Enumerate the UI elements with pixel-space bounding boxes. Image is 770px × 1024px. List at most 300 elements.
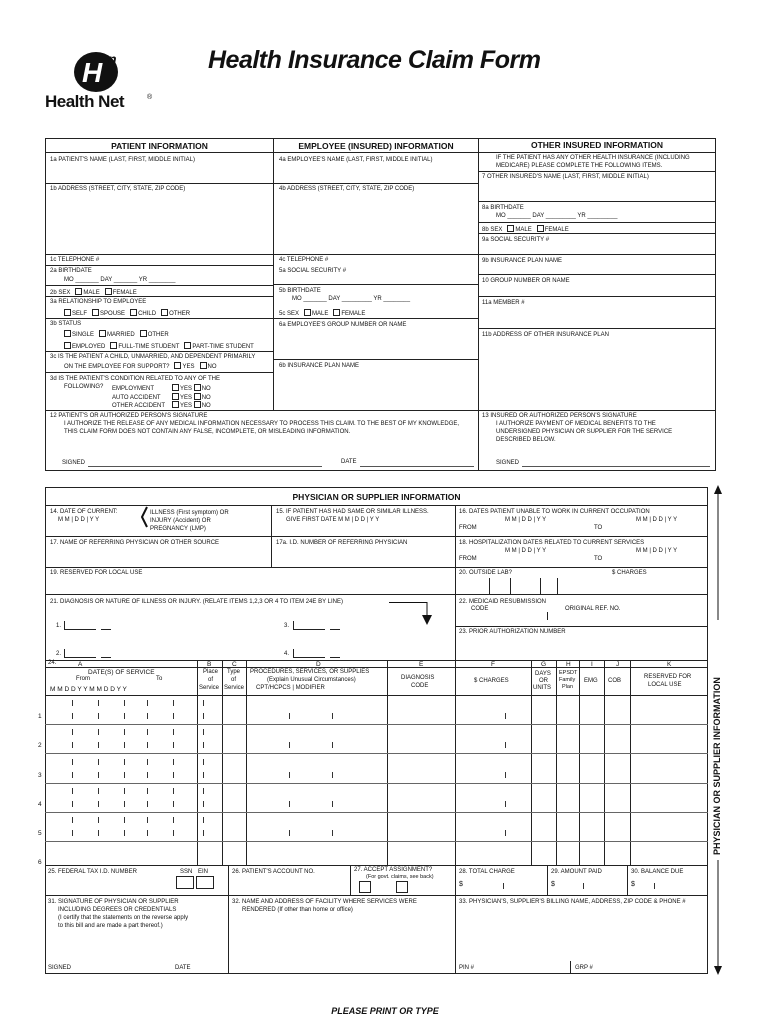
field-2a-label: 2a BIRTHDATE — [50, 268, 92, 274]
field-24-label: 24. — [48, 660, 57, 666]
employment-status-options — [64, 342, 254, 351]
date-tick — [173, 788, 174, 794]
column-letter: B — [207, 661, 212, 668]
field-3c-text: ON THE EMPLOYEE FOR SUPPORT? — [64, 364, 170, 370]
other-note-2: MEDICARE) PLEASE COMPLETE THE FOLLOWING ITEMS. — [496, 163, 663, 169]
auto-yes-checkbox[interactable] — [172, 393, 179, 400]
other-female-label: FEMALE — [544, 227, 569, 233]
to-label: To — [156, 676, 163, 682]
date-tick — [173, 772, 174, 778]
reserved-label-2: LOCAL USE — [648, 682, 682, 688]
field-33-label: 33. PHYSICIAN'S, SUPPLIER'S BILLING NAME, ADDRESS, ZIP CODE & PHONE # — [459, 899, 686, 905]
date-tick — [124, 817, 125, 823]
dates-of-service-label: DATE(S) OF SERVICE — [88, 669, 155, 676]
service-line-row[interactable] — [45, 695, 708, 724]
sex-label: 2b SEX — [50, 290, 71, 296]
employee-female-label: FEMALE — [341, 311, 366, 317]
ssn-label: SSN — [180, 869, 193, 875]
ft-student-label: FULL-TIME STUDENT — [118, 344, 180, 350]
service-line-separator — [45, 841, 708, 842]
date-tick — [203, 700, 204, 706]
date-tick — [203, 713, 204, 719]
place-label-1: Place — [203, 669, 219, 675]
other-accident-row — [112, 401, 211, 410]
patient-signed-label: SIGNED — [62, 460, 86, 466]
employment-yes-checkbox[interactable] — [172, 384, 179, 391]
date-tick — [147, 700, 148, 706]
logo-mark-icon — [72, 48, 124, 94]
date-tick — [72, 700, 73, 706]
date-tick — [72, 788, 73, 794]
dependent-no-label: NO — [207, 364, 217, 370]
field-18-from: FROM — [459, 556, 477, 562]
date-tick — [203, 801, 204, 807]
field-6a-label: 6a EMPLOYEE'S GROUP NUMBER OR NAME — [279, 322, 407, 328]
svg-text:n: n — [108, 51, 117, 67]
date-tick — [124, 729, 125, 735]
bracket-icon — [141, 506, 148, 528]
column-letter: F — [491, 661, 495, 668]
date-tick — [173, 700, 174, 706]
epsdt-label-1: EPSDT — [559, 670, 578, 676]
other-acc-no-checkbox[interactable] — [194, 401, 201, 408]
other-accident-label: OTHER ACCIDENT — [112, 403, 166, 409]
line-number: 1 — [38, 713, 42, 720]
diagnosis-1-label: 1. — [56, 623, 62, 629]
auto-accident-label: AUTO ACCIDENT — [112, 395, 161, 401]
line-number: 2 — [38, 742, 42, 749]
field-31-text-3: to this bill and are made a part thereof.) — [58, 923, 163, 929]
married-label: MARRIED — [107, 332, 135, 338]
date-tick — [147, 772, 148, 778]
type-label-2: of — [231, 677, 237, 683]
illness-option: ILLNESS (First symptom) OR — [150, 510, 229, 516]
female-label: FEMALE — [112, 290, 137, 296]
date-tick — [173, 729, 174, 735]
field-13-text-1: I AUTHORIZE PAYMENT OF MEDICAL BENEFITS TO THE — [496, 421, 656, 427]
field-18-from-date[interactable]: M M | D D | Y Y — [505, 548, 547, 554]
field-1b-label: 1b ADDRESS (STREET, CITY, STATE, ZIP CODE) — [50, 186, 186, 192]
spouse-checkbox[interactable] — [92, 309, 99, 316]
date-tick — [98, 713, 99, 719]
date-tick — [203, 772, 204, 778]
field-3b-label: 3b STATUS — [50, 321, 82, 327]
field-3d-label: 3d IS THE PATIENT'S CONDITION RELATED TO ANY OF THE — [50, 376, 220, 382]
line-number: 3 — [38, 772, 42, 779]
place-label-3: Service — [199, 685, 220, 691]
footer-note: PLEASE PRINT OR TYPE — [331, 1006, 439, 1016]
field-17a-label: 17a. I.D. NUMBER OF REFERRING PHYSICIAN — [276, 540, 408, 546]
field-13-label: 13 INSURED OR AUTHORIZED PERSON'S SIGNATURE — [482, 413, 637, 419]
other-male-label: MALE — [515, 227, 532, 233]
spouse-label: SPOUSE — [100, 311, 126, 317]
field-tick — [505, 742, 506, 748]
date-tick — [98, 742, 99, 748]
field-22-code: CODE — [471, 606, 489, 612]
other-female-checkbox[interactable] — [537, 225, 544, 232]
other-acc-no-label: NO — [201, 403, 211, 409]
reserved-label-1: RESERVED FOR — [644, 674, 692, 680]
days-label-2: OR — [539, 678, 548, 684]
date-tick — [124, 772, 125, 778]
other-insured-heading: OTHER INSURED INFORMATION — [530, 140, 664, 150]
field-20-charges: $ CHARGES — [612, 570, 647, 576]
field-22-ref: ORIGINAL REF. NO. — [565, 606, 621, 612]
date-tick — [147, 729, 148, 735]
employment-no-label: NO — [201, 386, 211, 392]
field-16-label: 16. DATES PATIENT UNABLE TO WORK IN CURRENT OCCUPATION — [459, 509, 650, 515]
field-tick — [289, 742, 290, 748]
child-checkbox[interactable] — [130, 309, 137, 316]
service-line-row[interactable] — [45, 812, 708, 841]
field-5a-label: 5a SOCIAL SECURITY # — [279, 268, 347, 274]
dependent-no-checkbox[interactable] — [200, 362, 207, 369]
type-label-3: Service — [224, 685, 245, 691]
brand-name: Health Net — [45, 92, 125, 111]
employed-checkbox[interactable] — [64, 342, 71, 349]
date-tick — [72, 801, 73, 807]
status-options — [64, 330, 169, 339]
pregnancy-option: PREGNANCY (LMP) — [150, 526, 206, 532]
field-28-label: 28. TOTAL CHARGE — [459, 869, 515, 875]
other-sex-label: 8b SEX — [482, 227, 503, 233]
female-checkbox[interactable] — [105, 288, 112, 295]
days-label-3: UNITS — [533, 685, 551, 691]
accept-yes-box[interactable] — [359, 881, 371, 893]
column-letter: D — [316, 661, 321, 668]
pt-student-checkbox[interactable] — [184, 342, 191, 349]
date-tick — [72, 759, 73, 765]
single-label: SINGLE — [72, 332, 95, 338]
date-tick — [124, 788, 125, 794]
column-letter: J — [616, 661, 620, 668]
auto-no-label: NO — [201, 395, 211, 401]
side-vertical-label: PHYSICIAN OR SUPPLIER INFORMATION — [712, 677, 722, 855]
date-tick — [98, 700, 99, 706]
other-acc-yes-label: YES — [180, 403, 193, 409]
date-tick — [173, 759, 174, 765]
date-tick — [98, 759, 99, 765]
proc-label-1: PROCEDURES, SERVICES, OR SUPPLIES — [250, 669, 370, 675]
field-4c-label: 4c TELEPHONE # — [279, 257, 329, 263]
column-letter: C — [232, 661, 237, 668]
field-15-label: 15. IF PATIENT HAS HAD SAME OR SIMILAR ILLNESS. — [276, 509, 429, 515]
employee-sex-label: 5c SEX — [279, 311, 300, 317]
date-tick — [98, 830, 99, 836]
ssn-box[interactable] — [176, 876, 194, 889]
line-number: 5 — [38, 830, 42, 837]
field-20-label: 20. OUTSIDE LAB? — [459, 570, 513, 576]
date-tick — [173, 830, 174, 836]
field-10-label: 10 GROUP NUMBER OR NAME — [482, 278, 570, 284]
field-16-from-date[interactable]: M M | D D | Y Y — [505, 517, 547, 523]
employment-no-checkbox[interactable] — [194, 384, 201, 391]
diagnosis-4-label: 4. — [284, 651, 290, 657]
physician-date-label: DATE — [175, 965, 191, 971]
date-tick — [203, 830, 204, 836]
diag-code-label-1: DIAGNOSIS — [401, 675, 435, 681]
field-9b-label: 9b INSURANCE PLAN NAME — [482, 258, 563, 264]
employee-address-field[interactable] — [279, 195, 474, 253]
auto-no-checkbox[interactable] — [194, 393, 201, 400]
employee-plan-field[interactable] — [279, 372, 474, 408]
employee-male-checkbox[interactable] — [304, 309, 311, 316]
field-17-label: 17. NAME OF REFERRING PHYSICIAN OR OTHER SOURCE — [50, 540, 220, 546]
field-tick — [289, 830, 290, 836]
patient-date-label: DATE — [341, 459, 357, 465]
field-18-to-date[interactable]: M M | D D | Y Y — [636, 548, 678, 554]
employment-yes-label: YES — [180, 386, 193, 392]
date-tick — [124, 801, 125, 807]
from-label: From — [76, 676, 90, 682]
field-19-label: 19. RESERVED FOR LOCAL USE — [50, 570, 143, 576]
field-11a-label: 11a MEMBER # — [482, 300, 525, 306]
male-label: MALE — [83, 290, 100, 296]
male-checkbox[interactable] — [75, 288, 82, 295]
field-32-text: RENDERED (If other than home or office) — [242, 907, 353, 913]
relationship-options — [64, 309, 190, 318]
insured-signature-line[interactable] — [522, 466, 710, 467]
single-checkbox[interactable] — [64, 330, 71, 337]
date-tick — [173, 742, 174, 748]
date-tick — [72, 772, 73, 778]
date-tick — [124, 700, 125, 706]
field-4a-label: 4a EMPLOYEE'S NAME (LAST, FIRST, MIDDLE INITIAL) — [279, 157, 433, 163]
field-tick — [332, 742, 333, 748]
column-letter: A — [78, 661, 83, 668]
employed-label: EMPLOYED — [72, 344, 106, 350]
arrow-down-icon — [421, 602, 433, 626]
physician-signed-label: SIGNED — [48, 965, 72, 971]
other-male-checkbox[interactable] — [507, 225, 514, 232]
field-21-label: 21. DIAGNOSIS OR NATURE OF ILLNESS OR INJURY. (RELATE ITEMS 1,2,3 OR 4 TO ITEM 24E BY LINE) — [50, 599, 343, 605]
column-letter: K — [667, 661, 672, 668]
field-23-label: 23. PRIOR AUTHORIZATION NUMBER — [459, 629, 566, 635]
field-27-label: 27. ACCEPT ASSIGNMENT? — [354, 867, 433, 873]
date-tick — [72, 742, 73, 748]
other-birthdate-input[interactable]: MO _______ DAY _________ YR _________ — [496, 213, 618, 219]
field-11b-label: 11b ADDRESS OF OTHER INSURANCE PLAN — [482, 332, 609, 338]
date-tick — [98, 801, 99, 807]
pin-label: PIN # — [459, 965, 475, 971]
field-25-label: 25. FEDERAL TAX I.D. NUMBER — [48, 869, 137, 875]
field-16-from: FROM — [459, 525, 477, 531]
field-31-label: 31. SIGNATURE OF PHYSICIAN OR SUPPLIER — [48, 899, 179, 905]
accept-no-box[interactable] — [396, 881, 408, 893]
insured-signed-label: SIGNED — [496, 460, 520, 466]
paid-dollar: $ — [551, 881, 555, 888]
date-tick — [203, 759, 204, 765]
date-tick — [147, 759, 148, 765]
field-tick — [332, 772, 333, 778]
charges-label: $ CHARGES — [474, 678, 509, 684]
self-label: SELF — [72, 311, 88, 317]
patient-signature-line[interactable] — [88, 466, 322, 467]
employee-sex-row — [279, 309, 365, 318]
date-tick — [98, 788, 99, 794]
field-31-text-2: (I certify that the statements on the reverse apply — [58, 915, 189, 921]
other-acc-yes-checkbox[interactable] — [172, 401, 179, 408]
date-tick — [98, 772, 99, 778]
employee-male-label: MALE — [312, 311, 329, 317]
svg-text:H: H — [82, 57, 103, 88]
field-tick — [332, 713, 333, 719]
date-tick — [173, 713, 174, 719]
field-16-to: TO — [594, 525, 603, 531]
married-checkbox[interactable] — [99, 330, 106, 337]
employee-group-field[interactable] — [279, 331, 474, 359]
field-3d-following: FOLLOWING? — [64, 384, 104, 390]
field-27-note: (For govt. claims, see back) — [366, 874, 434, 880]
date-tick — [147, 713, 148, 719]
field-14-label: 14. DATE OF CURRENT: — [50, 509, 118, 515]
date-tick — [203, 729, 204, 735]
type-label-1: Type — [227, 669, 241, 675]
field-1c-label: 1c TELEPHONE # — [50, 257, 100, 263]
date-tick — [147, 742, 148, 748]
cob-label: COB — [608, 678, 622, 684]
line-number: 4 — [38, 801, 42, 808]
date-tick — [173, 817, 174, 823]
employment-label: EMPLOYMENT — [112, 386, 155, 392]
date-tick — [124, 759, 125, 765]
service-line-row[interactable] — [45, 783, 708, 812]
other-note-1: IF THE PATIENT HAS ANY OTHER HEALTH INSURANCE (INCLUDING — [496, 155, 690, 161]
field-12-label: 12 PATIENT'S OR AUTHORIZED PERSON'S SIGNATURE — [50, 413, 208, 419]
mdy-columns: M M D D Y Y M M D D Y Y — [50, 686, 127, 693]
diag-code-label-2: CODE — [411, 683, 429, 689]
epsdt-label-3: Plan — [562, 684, 574, 690]
date-tick — [147, 817, 148, 823]
field-1a-label: 1a PATIENT'S NAME (LAST, FIRST, MIDDLE INITIAL) — [50, 157, 195, 163]
field-3c-question — [64, 362, 217, 371]
balance-dollar: $ — [631, 881, 635, 888]
self-checkbox[interactable] — [64, 309, 71, 316]
field-tick — [332, 830, 333, 836]
field-14-date[interactable]: M M | D D | Y Y — [58, 517, 100, 523]
field-8a-label: 8a BIRTHDATE — [482, 205, 524, 211]
date-tick — [124, 713, 125, 719]
field-tick — [289, 772, 290, 778]
field-12-text-2: THIS CLAIM FORM DOES NOT CONTAIN ANY FALSE, INCOMPLETE, OR MISLEADING INFORMATION. — [64, 429, 351, 435]
patient-date-line[interactable] — [360, 466, 474, 467]
epsdt-label-2: Family — [559, 677, 576, 683]
date-tick — [72, 817, 73, 823]
other-rel-label: OTHER — [169, 311, 191, 317]
field-tick — [332, 801, 333, 807]
date-tick — [72, 729, 73, 735]
date-tick — [124, 830, 125, 836]
field-tick — [505, 830, 506, 836]
date-tick — [98, 817, 99, 823]
field-3c-label: 3c IS THE PATIENT A CHILD, UNMARRIED, AND DEPENDENT PRIMARILY — [50, 354, 256, 360]
other-rel-checkbox[interactable] — [161, 309, 168, 316]
date-tick — [203, 817, 204, 823]
grp-label: GRP # — [575, 965, 593, 971]
diagnosis-3-label: 3. — [284, 623, 290, 629]
field-4b-label: 4b ADDRESS (STREET, CITY, STATE, ZIP CODE) — [279, 186, 415, 192]
field-26-label: 26. PATIENT'S ACCOUNT NO. — [232, 869, 315, 875]
field-18-label: 18. HOSPITALIZATION DATES RELATED TO CURRENT SERVICES — [459, 540, 645, 546]
date-tick — [173, 801, 174, 807]
ein-box[interactable] — [196, 876, 214, 889]
field-tick — [289, 801, 290, 807]
date-tick — [147, 788, 148, 794]
column-letter: I — [591, 661, 593, 668]
auto-yes-label: YES — [180, 395, 193, 401]
column-letter: E — [419, 661, 424, 668]
field-9a-label: 9a SOCIAL SECURITY # — [482, 237, 550, 243]
employee-female-checkbox[interactable] — [333, 309, 340, 316]
field-5b-label: 5b BIRTHDATE — [279, 288, 321, 294]
date-tick — [203, 788, 204, 794]
field-tick — [505, 713, 506, 719]
birthdate-input[interactable]: MO _______ DAY _______ YR ________ — [64, 277, 176, 283]
service-line-row[interactable] — [45, 754, 708, 783]
physician-heading: PHYSICIAN OR SUPPLIER INFORMATION — [292, 492, 461, 502]
date-tick — [147, 801, 148, 807]
field-16-to-date[interactable]: M M | D D | Y Y — [636, 517, 678, 523]
field-tick — [505, 772, 506, 778]
field-13-text-3: DESCRIBED BELOW. — [496, 437, 556, 443]
field-32-label: 32. NAME AND ADDRESS OF FACILITY WHERE SERVICES WERE — [232, 899, 417, 905]
field-29-label: 29. AMOUNT PAID — [551, 869, 602, 875]
diagnosis-2-label: 2. — [56, 651, 62, 657]
field-7-label: 7 OTHER INSURED'S NAME (LAST, FIRST, MIDDLE INITIAL) — [482, 174, 649, 180]
child-label: CHILD — [138, 311, 157, 317]
registered-mark: ® — [147, 94, 153, 101]
patient-info-heading: PATIENT INFORMATION — [111, 141, 208, 151]
days-label-1: DAYS — [535, 671, 551, 677]
pt-student-label: PART-TIME STUDENT — [192, 344, 254, 350]
field-tick — [289, 713, 290, 719]
field-12-text-1: I AUTHORIZE THE RELEASE OF ANY MEDICAL INFORMATION NECESSARY TO PROCESS THIS CLAIM. TO THE BEST OF MY KNOWLEDGE, — [64, 421, 460, 427]
dependent-yes-checkbox[interactable] — [174, 362, 181, 369]
date-tick — [147, 830, 148, 836]
field-tick — [505, 801, 506, 807]
employee-birthdate-input[interactable]: MO _______ DAY _________ YR ________ — [292, 296, 411, 302]
total-dollar: $ — [459, 881, 463, 888]
date-tick — [98, 729, 99, 735]
field-15-date[interactable]: GIVE FIRST DATE M M | D D | Y Y — [286, 517, 380, 523]
patient-name-field[interactable] — [50, 167, 270, 183]
injury-option: INJURY (Accident) OR — [150, 518, 211, 524]
date-tick — [72, 830, 73, 836]
field-13-text-2: UNDERSIGNED PHYSICIAN OR SUPPLIER FOR THE SERVICE — [496, 429, 673, 435]
ein-label: EIN — [198, 869, 209, 875]
date-tick — [124, 742, 125, 748]
ft-student-checkbox[interactable] — [110, 342, 117, 349]
field-30-label: 30. BALANCE DUE — [631, 869, 684, 875]
employment-row — [112, 384, 211, 393]
proc-label-3: CPT/HCPCS | MODIFIER — [256, 685, 325, 691]
status-other-checkbox[interactable] — [140, 330, 147, 337]
service-line-row[interactable] — [45, 724, 708, 753]
date-tick — [203, 742, 204, 748]
employee-info-heading: EMPLOYEE (INSURED) INFORMATION — [298, 141, 454, 151]
emg-label: EMG — [584, 678, 598, 684]
employee-name-field[interactable] — [279, 167, 474, 183]
column-letter: G — [541, 661, 547, 668]
dependent-yes-label: YES — [182, 364, 195, 370]
column-letter: H — [566, 661, 571, 668]
date-tick — [72, 713, 73, 719]
patient-address-field[interactable] — [50, 195, 270, 253]
line-number: 6 — [38, 859, 42, 866]
field-22-label: 22. MEDICAID RESUBMISSION — [459, 599, 547, 605]
field-18-to: TO — [594, 556, 603, 562]
status-other-label: OTHER — [147, 332, 169, 338]
